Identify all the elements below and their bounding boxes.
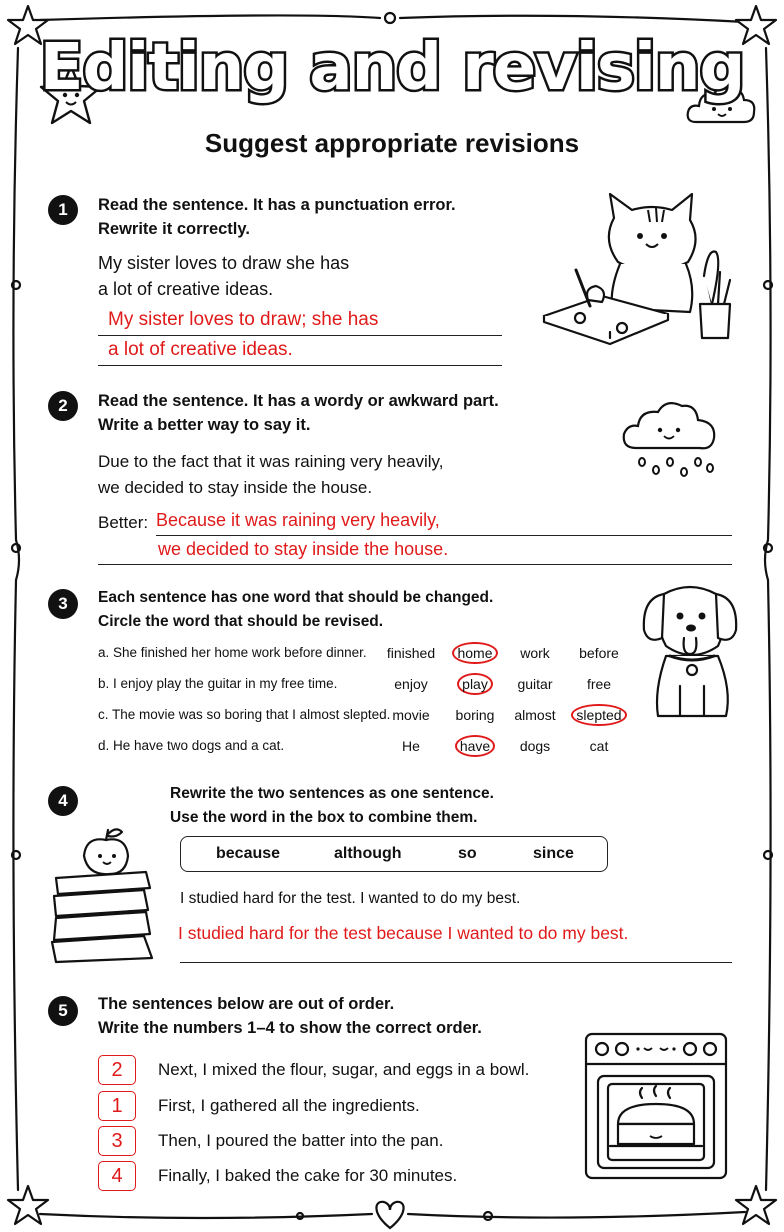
word-option[interactable]: dogs xyxy=(519,738,551,754)
word-choice: so xyxy=(458,845,477,862)
rain-cloud-icon xyxy=(620,396,720,486)
q3-row-sentence: b. I enjoy play the guitar in my free time. xyxy=(98,676,338,691)
word-choice: since xyxy=(533,845,574,862)
q5-instruction: The sentences below are out of order. Write the numbers 1–4 to show the correct order. xyxy=(98,995,482,1037)
order-box[interactable]: 2 xyxy=(98,1055,136,1085)
word-option-circled[interactable]: home xyxy=(440,645,510,661)
question-number: 1 xyxy=(48,195,78,225)
q4-sentences: I studied hard for the test. I wanted to do my best. xyxy=(180,890,521,907)
word-option[interactable]: finished xyxy=(386,645,436,661)
q3-row-sentence: d. He have two dogs and a cat. xyxy=(98,738,285,753)
order-box[interactable]: 3 xyxy=(98,1126,136,1156)
order-box[interactable]: 4 xyxy=(98,1161,136,1191)
order-box[interactable]: 1 xyxy=(98,1091,136,1121)
page-subtitle: Suggest appropriate revisions xyxy=(204,128,580,158)
word-choice: although xyxy=(334,845,402,862)
q3-instruction: Each sentence has one word that should be changed. Circle the word that should be revised. xyxy=(98,589,494,630)
q1-answer-line-1[interactable]: My sister loves to draw; she has xyxy=(98,305,502,336)
word-option[interactable]: He xyxy=(402,738,420,754)
q2-sentence: Due to the fact that it was raining very heavily, we decided to stay inside the house. xyxy=(98,452,444,497)
word-option[interactable]: before xyxy=(579,645,619,661)
answer-line xyxy=(180,962,732,963)
heart-icon xyxy=(376,1202,403,1228)
word-option[interactable]: almost xyxy=(514,707,556,723)
word-option[interactable]: work xyxy=(520,645,550,661)
word-option-circled[interactable]: slepted xyxy=(564,707,634,723)
better-label: Better: xyxy=(98,513,149,532)
q4-instruction: Rewrite the two sentences as one sentence. Use the word in the box to combine them. xyxy=(170,785,494,826)
q1-instruction: Read the sentence. It has a punctuation error. Rewrite it correctly. xyxy=(98,196,456,238)
word-option-circled[interactable]: have xyxy=(440,738,510,754)
q3-row-sentence: c. The movie was so boring that I almost slepted. xyxy=(98,707,391,722)
question-number: 3 xyxy=(48,589,78,619)
word-option[interactable]: free xyxy=(586,676,612,692)
q2-instruction: Read the sentence. It has a wordy or awkward part. Write a better way to say it. xyxy=(98,392,499,434)
q2-answer-line-2[interactable]: we decided to stay inside the house. xyxy=(98,534,732,565)
word-option[interactable]: enjoy xyxy=(394,676,428,692)
step-text: First, I gathered all the ingredients. xyxy=(158,1096,420,1115)
word-option-circled[interactable]: play xyxy=(440,676,510,692)
step-text: Finally, I baked the cake for 30 minutes. xyxy=(158,1166,458,1185)
question-number: 5 xyxy=(48,996,78,1026)
cat-drawing-icon xyxy=(540,188,736,360)
word-option[interactable]: guitar xyxy=(517,676,553,692)
word-option[interactable]: cat xyxy=(589,738,609,754)
question-number: 4 xyxy=(48,786,78,816)
q4-answer[interactable]: I studied hard for the test because I wanted to do my best. xyxy=(178,923,629,943)
word-option[interactable]: boring xyxy=(455,707,495,723)
word-choice: because xyxy=(216,845,281,862)
oven-cake-icon xyxy=(584,1032,728,1182)
question-number: 2 xyxy=(48,391,78,421)
q1-sentence: My sister loves to draw she has a lot of creative ideas. xyxy=(98,253,350,299)
page-title: Editing and revising xyxy=(39,31,745,105)
q3-row-sentence: a. She finished her home work before dinner. xyxy=(98,645,367,660)
dog-icon xyxy=(636,580,744,724)
apple-books-icon xyxy=(48,826,160,964)
step-text: Next, I mixed the flour, sugar, and eggs in a bowl. xyxy=(158,1060,530,1079)
word-option[interactable]: movie xyxy=(392,707,430,723)
q1-answer-line-2[interactable]: a lot of creative ideas. xyxy=(98,335,502,366)
q2-answer-line-1[interactable]: Because it was raining very heavily, xyxy=(156,505,732,536)
step-text: Then, I poured the batter into the pan. xyxy=(158,1131,444,1150)
